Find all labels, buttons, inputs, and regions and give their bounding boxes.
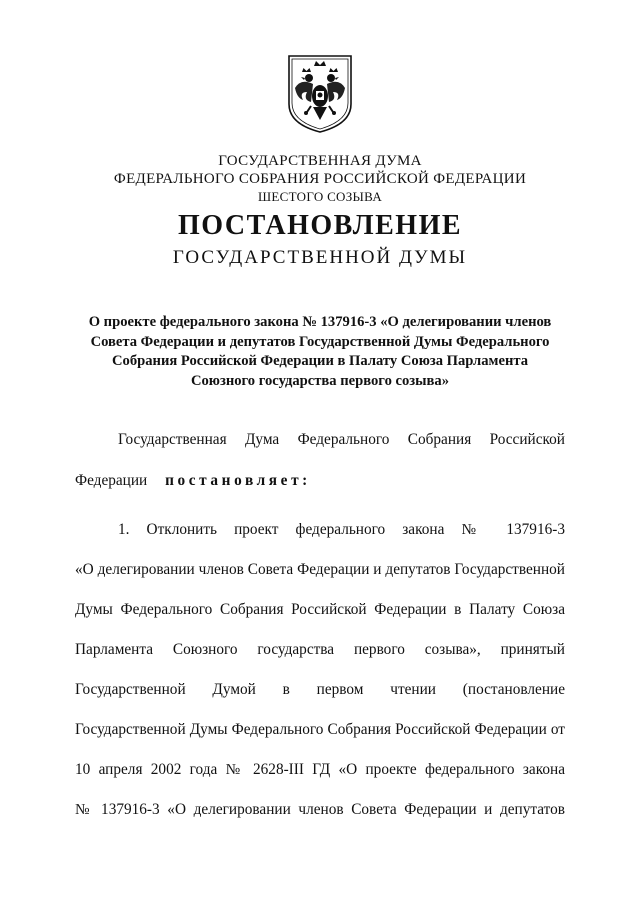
document-subject xyxy=(70,313,570,391)
header-duma: ГОСУДАРСТВЕННАЯ ДУМА xyxy=(218,153,422,169)
body-line: № 137916-3 «О делегировании членов Совета Федерации и депутатов xyxy=(75,801,565,818)
coat-of-arms-emblem xyxy=(285,52,355,136)
document-subtitle: ГОСУДАРСТВЕННОЙ ДУМЫ xyxy=(172,247,468,268)
body-line: Думы Федерального Собрания Российской Федерации в Палату Союза xyxy=(75,601,565,618)
document-title: ПОСТАНОВЛЕНИЕ xyxy=(177,210,463,241)
preamble-federation: Федерации xyxy=(75,472,148,489)
header-federal-assembly: ФЕДЕРАЛЬНОГО СОБРАНИЯ РОССИЙСКОЙ ФЕДЕРАЦИИ xyxy=(113,171,527,187)
body-line: «О делегировании членов Совета Федерации и депутатов Государственной xyxy=(75,561,565,578)
subject-line: Совета Федерации и депутатов Государственной Думы Федерального xyxy=(90,333,550,350)
body-line: Государственной Думой в первом чтении (постановление xyxy=(75,681,565,698)
header-convocation: ШЕСТОГО СОЗЫВА xyxy=(257,189,383,204)
body-line: 1. Отклонить проект федерального закона № 137916-3 xyxy=(118,521,565,538)
body-line: 10 апреля 2002 года № 2628-III ГД «О проекте федерального закона xyxy=(75,761,565,778)
preamble-line-1: Государственная Дума Федерального Собрания Российской xyxy=(118,431,565,448)
double-headed-eagle-icon xyxy=(285,52,355,136)
preamble-resolves: постановляет: xyxy=(165,472,311,489)
subject-line: Союзного государства первого созыва» xyxy=(190,372,450,389)
subject-line: Собрания Российской Федерации в Палату Союза Парламента xyxy=(111,353,529,369)
subject-line: О проекте федерального закона № 137916-3 «О делегировании членов xyxy=(88,314,552,330)
body-line: Парламента Союзного государства первого созыва», принятый xyxy=(75,641,565,658)
body-line: Государственной Думы Федерального Собрания Российской Федерации от xyxy=(75,721,565,738)
preamble-line-2 xyxy=(75,472,565,490)
